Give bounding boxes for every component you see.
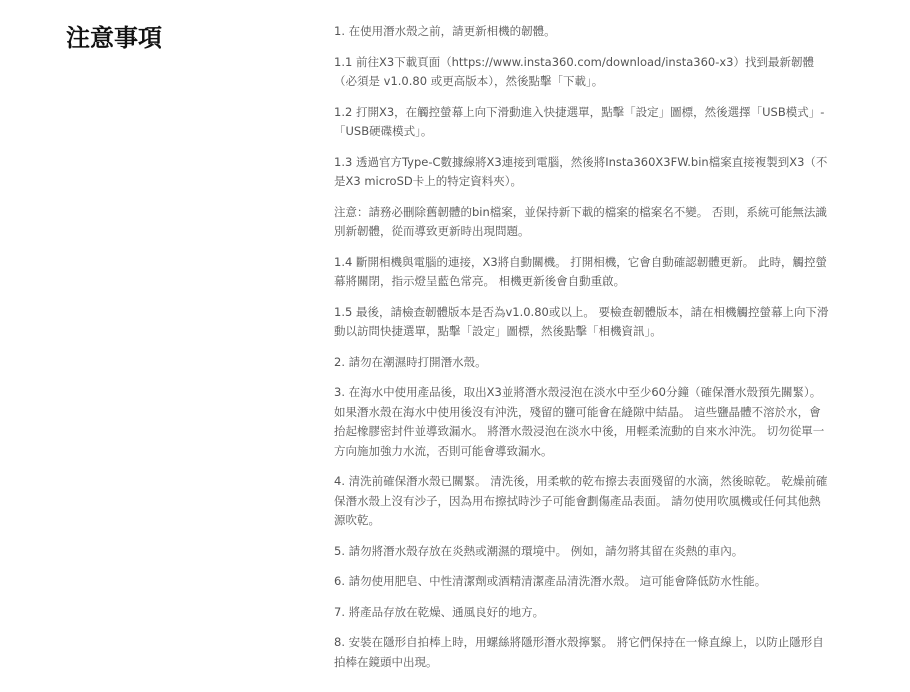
note-paragraph: 6. 請勿使用肥皂、中性清潔劑或酒精清潔產品清洗潛水殼。 這可能會降低防水性能。 [334,574,767,588]
note-paragraph: 1.1 前往X3下載頁面（https://www.insta360.com/download/insta360-x3）找到最新韌體（必須是 v1.0.80 或更高版本），然後點擊「下載」。 [334,54,814,88]
note-paragraph: 1. 在使用潛水殼之前，請更新相機的韌體。 [334,24,556,38]
note-paragraph: 1.4 斷開相機與電腦的連接，X3將自動關機。 打開相機，它會自動確認韌體更新。 此時，觸控螢幕將關閉，指示燈呈藍色常亮。 相機更新後會自動重啟。 [334,254,827,288]
note-paragraph: 3. 在海水中使用產品後，取出X3並將潛水殼浸泡在淡水中至少60分鐘（確保潛水殼預先關緊）。 如果潛水殼在海水中使用後沒有沖洗，殘留的鹽可能會在縫隙中結晶。 這些鹽晶體不溶於水，會抬起橡膠密封件並導致漏水。 將潛水殼浸泡在淡水中後，用輕柔流動的自來水沖洗。 切勿從單一方向施加強力水流，否則可能會導致漏水。 [334,385,825,458]
note-paragraph: 7. 將產品存放在乾燥、通風良好的地方。 [334,604,545,619]
note-paragraph: 1.3 透過官方Type-C數據線將X3連接到電腦，然後將Insta360X3FW.bin檔案直接複製到X3（不是X3 microSD卡上的特定資料夾）。 [334,154,828,188]
note-paragraph: 5. 請勿將潛水殼存放在炎熱或潮濕的環境中。 例如，請勿將其留在炎熱的車內。 [334,543,744,558]
notes-list [334,22,832,683]
note-paragraph: 注意：請務必刪除舊韌體的bin檔案，並保持新下載的檔案的檔案名不變。 否則，系統可能無法識別新韌體，從而導致更新時出現問題。 [334,204,827,238]
note-paragraph: 4. 清洗前確保潛水殼已關緊。 清洗後，用柔軟的乾布擦去表面殘留的水滴，然後晾乾。 乾燥前確保潛水殼上沒有沙子，因為用布擦拭時沙子可能會劃傷產品表面。 請勿使用吹風機或任何其他熱源吹乾。 [334,474,828,527]
note-paragraph: 1.5 最後，請檢查韌體版本是否為v1.0.80或以上。 要檢查韌體版本，請在相機觸控螢幕上向下滑動以訪問快捷選單，點擊「設定」圖標，然後點擊「相機資訊」。 [334,304,829,338]
note-paragraph: 1.2 打開X3，在觸控螢幕上向下滑動進入快捷選單，點擊「設定」圖標，然後選擇「USB模式」-「USB硬碟模式」。 [334,104,825,138]
page-title: 注意事項 [66,24,162,52]
note-paragraph: 8. 安裝在隱形自拍棒上時，用螺絲將隱形潛水殼擰緊。 將它們保持在一條直線上，以防止隱形自拍棒在鏡頭中出現。 [334,635,824,669]
note-paragraph: 2. 請勿在潮濕時打開潛水殼。 [334,354,487,369]
